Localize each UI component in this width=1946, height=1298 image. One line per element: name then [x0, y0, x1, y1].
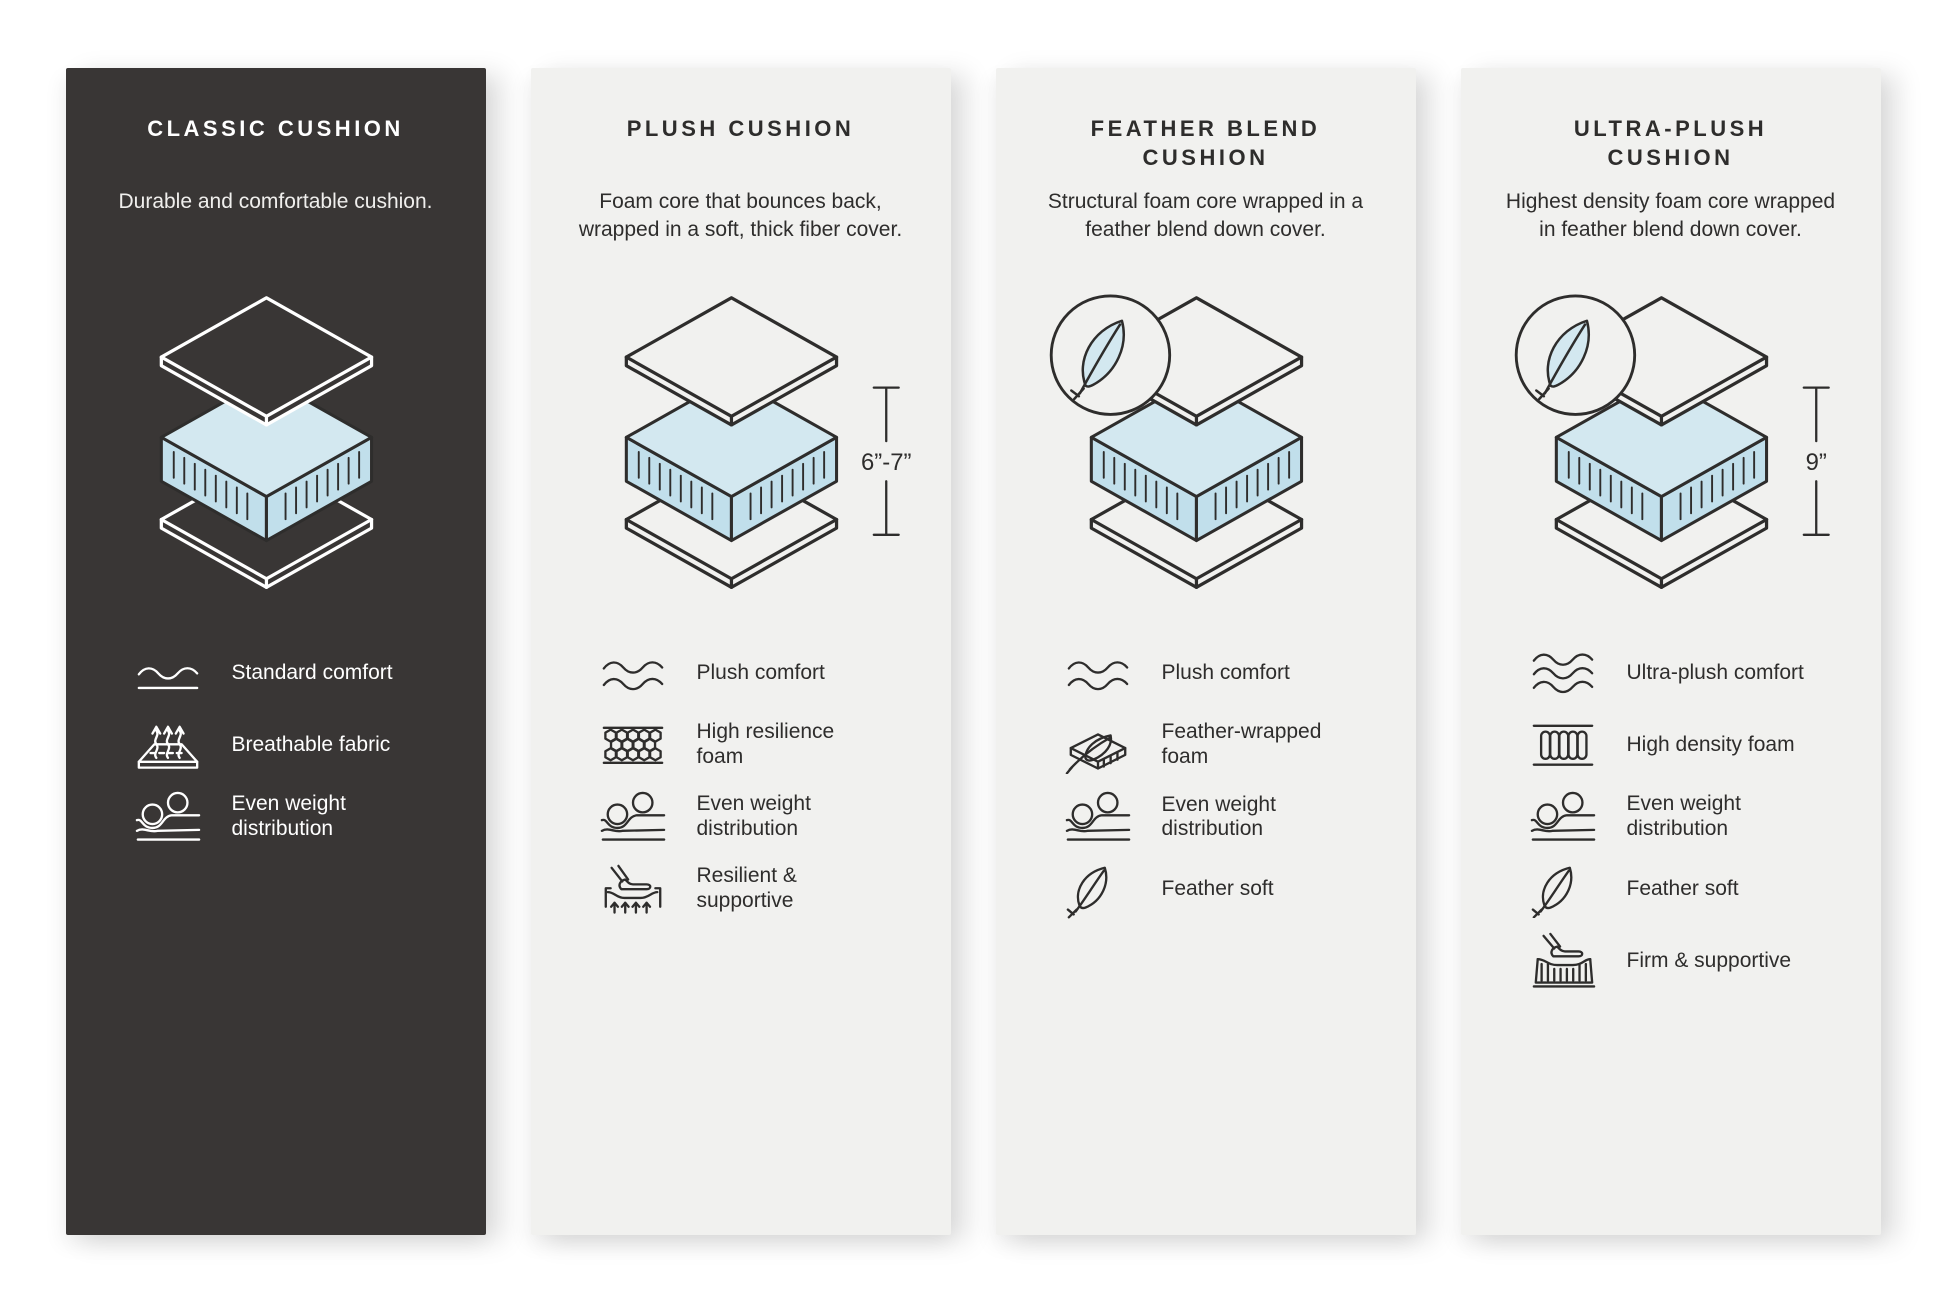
feature-label: Feather-wrapped foam	[1161, 720, 1322, 769]
feather-icon	[1062, 860, 1134, 918]
feature-row	[597, 860, 909, 918]
feature-row	[132, 788, 444, 846]
dimension-label: 9”	[1805, 448, 1827, 476]
panel-ultra-plush	[1461, 68, 1881, 1235]
panel-title: CLASSIC CUSHION	[147, 116, 404, 141]
feature-label: Ultra-plush comfort	[1626, 660, 1804, 684]
wave-triple-icon	[1527, 648, 1599, 699]
even-weight-icon	[597, 790, 669, 844]
honeycomb-icon	[597, 722, 669, 769]
feature-list	[1032, 644, 1380, 919]
feature-label: Feather soft	[1626, 876, 1739, 900]
cushion-diagram	[567, 294, 915, 612]
feather-icon	[1527, 860, 1599, 918]
feature-row	[1527, 932, 1839, 990]
panel-title: FEATHER BLEND CUSHION	[1090, 116, 1321, 171]
feature-row	[1062, 644, 1374, 702]
panel-plush	[531, 68, 951, 1235]
feature-label: Breathable fabric	[231, 732, 391, 756]
feature-label: Plush comfort	[1161, 660, 1290, 684]
cushion-diagram	[1032, 294, 1380, 612]
feature-row	[132, 644, 444, 702]
even-weight-icon	[1062, 790, 1134, 844]
feature-list	[102, 644, 450, 846]
panel-description: Foam core that bounces back, wrapped in a soft, thick fiber cover.	[578, 190, 903, 242]
feather-badge-icon	[1516, 296, 1634, 414]
feature-row	[1062, 716, 1374, 774]
feature-row	[597, 716, 909, 774]
cushion-cover-layer	[626, 298, 836, 425]
wave-double-icon	[1062, 650, 1134, 697]
panel-feather-blend	[996, 68, 1416, 1235]
cushion-cover-layer	[161, 298, 371, 425]
feature-row	[597, 788, 909, 846]
feature-row	[1062, 788, 1374, 846]
feature-row	[1527, 716, 1839, 774]
resilient-icon	[597, 862, 669, 916]
feature-label: Even weight distribution	[1161, 792, 1276, 841]
wave-single-icon	[132, 651, 204, 696]
feature-label: Resilient & supportive	[696, 864, 797, 912]
feature-label: Firm & supportive	[1626, 949, 1792, 973]
feature-row	[597, 644, 909, 702]
cells-icon	[1527, 718, 1599, 772]
feature-row	[132, 716, 444, 774]
feature-row	[1527, 860, 1839, 918]
even-weight-icon	[1527, 790, 1599, 844]
feature-list	[567, 644, 915, 918]
even-weight-icon	[132, 790, 204, 844]
feather-foam-icon	[1062, 716, 1134, 774]
feature-label: Standard comfort	[231, 660, 393, 684]
feature-row	[1527, 644, 1839, 702]
dimension-label: 6”-7”	[860, 448, 911, 476]
wave-double-icon	[597, 650, 669, 697]
cushion-diagram	[102, 294, 450, 612]
feature-row	[1062, 860, 1374, 918]
breathable-icon	[132, 719, 204, 772]
feature-list	[1497, 644, 1845, 991]
panel-classic	[66, 68, 486, 1235]
panel-title: ULTRA-PLUSH CUSHION	[1573, 116, 1768, 171]
feather-badge-icon	[1051, 296, 1169, 414]
panel-description: Durable and comfortable cushion.	[118, 190, 433, 213]
feature-label: High density foam	[1626, 732, 1795, 756]
feature-label: Even weight distribution	[1626, 792, 1741, 840]
firm-icon	[1527, 932, 1599, 990]
feature-label: Even weight distribution	[231, 792, 346, 840]
feature-label: Feather soft	[1161, 877, 1274, 901]
panel-description: Highest density foam core wrapped in feather blend down cover.	[1505, 190, 1836, 242]
feature-label: Even weight distribution	[696, 792, 811, 840]
panel-title: PLUSH CUSHION	[626, 116, 855, 141]
cushion-diagram	[1497, 294, 1845, 612]
feature-label: Plush comfort	[696, 660, 825, 684]
panel-description: Structural foam core wrapped in a feather blend down cover.	[1047, 190, 1364, 242]
feature-label: High resilience foam	[696, 720, 835, 768]
feature-row	[1527, 788, 1839, 846]
